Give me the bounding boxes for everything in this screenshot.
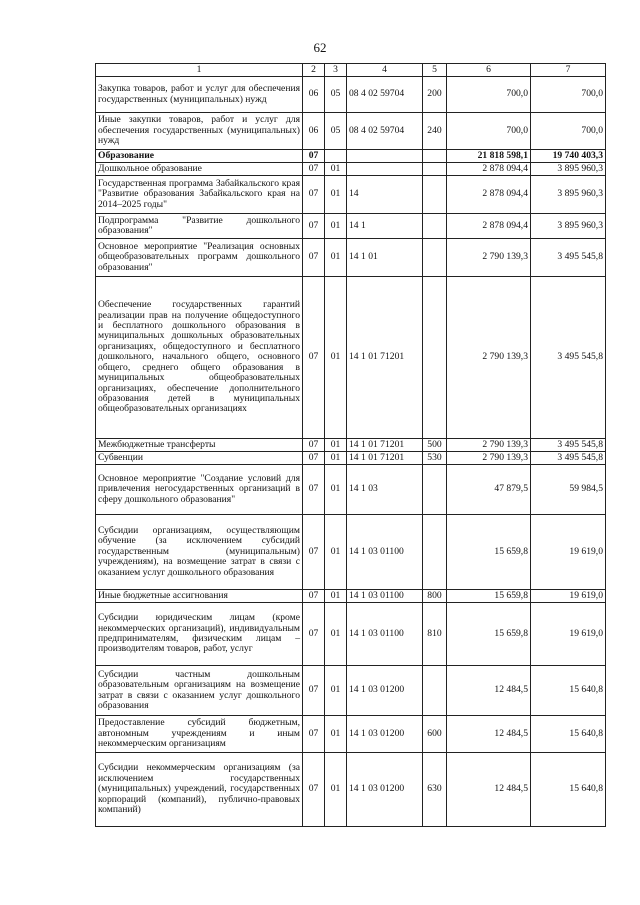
row-subsection: 01: [325, 452, 347, 465]
table-row: [96, 590, 606, 603]
row-amount-col6: 21 818 598,1: [447, 150, 531, 163]
table-row: [96, 176, 606, 214]
row-subsection: 05: [325, 113, 347, 150]
row-name: Образование: [96, 150, 303, 163]
row-amount-col6: 2 790 139,3: [447, 439, 531, 452]
row-target-article: 14 1 03 01100: [347, 603, 423, 666]
row-section: 07: [303, 277, 325, 439]
table-header-row: [96, 64, 606, 77]
row-target-article: 14 1 03 01200: [347, 753, 423, 827]
row-expense-type: 810: [423, 603, 447, 666]
table-body: [96, 77, 606, 827]
row-target-article: [347, 163, 423, 176]
row-section: 07: [303, 753, 325, 827]
row-target-article: 08 4 02 59704: [347, 77, 423, 113]
row-target-article: 14 1: [347, 214, 423, 239]
row-subsection: 01: [325, 515, 347, 590]
row-amount-col7: 19 619,0: [531, 590, 606, 603]
row-section: 06: [303, 113, 325, 150]
row-section: 07: [303, 515, 325, 590]
row-section: 07: [303, 452, 325, 465]
row-target-article: 14 1 03 01200: [347, 666, 423, 716]
row-amount-col7: 3 495 545,8: [531, 452, 606, 465]
row-subsection: 01: [325, 163, 347, 176]
row-amount-col6: 2 790 139,3: [447, 452, 531, 465]
row-amount-col6: 2 878 094,4: [447, 163, 531, 176]
table-row: [96, 113, 606, 150]
table-row: [96, 452, 606, 465]
row-expense-type: [423, 214, 447, 239]
row-subsection: 01: [325, 590, 347, 603]
row-name: Дошкольное образование: [96, 163, 303, 176]
table-row: [96, 150, 606, 163]
row-section: 07: [303, 176, 325, 214]
row-amount-col7: 3 895 960,3: [531, 214, 606, 239]
row-target-article: 14 1 03: [347, 465, 423, 515]
row-expense-type: [423, 515, 447, 590]
row-section: 07: [303, 239, 325, 277]
header-col-1: 1: [96, 64, 303, 77]
row-amount-col6: 2 790 139,3: [447, 277, 531, 439]
row-amount-col6: 12 484,5: [447, 666, 531, 716]
row-expense-type: 200: [423, 77, 447, 113]
table-row: [96, 465, 606, 515]
budget-table: [95, 63, 606, 827]
row-amount-col7: 59 984,5: [531, 465, 606, 515]
table-row: [96, 214, 606, 239]
row-section: 06: [303, 77, 325, 113]
row-amount-col7: 15 640,8: [531, 753, 606, 827]
row-expense-type: 800: [423, 590, 447, 603]
row-subsection: 01: [325, 716, 347, 753]
row-amount-col7: 15 640,8: [531, 716, 606, 753]
row-amount-col7: 3 495 545,8: [531, 277, 606, 439]
row-section: 07: [303, 666, 325, 716]
row-target-article: 14 1 03 01200: [347, 716, 423, 753]
row-amount-col7: 3 495 545,8: [531, 439, 606, 452]
row-name: Подпрограмма "Развитие дошкольного образования": [96, 214, 303, 239]
row-amount-col6: 2 878 094,4: [447, 214, 531, 239]
table-row: [96, 277, 606, 439]
table-row: [96, 515, 606, 590]
page-number: 62: [313, 40, 327, 55]
table-row: [96, 716, 606, 753]
row-expense-type: 600: [423, 716, 447, 753]
row-name: Государственная программа Забайкальского края "Развитие образования Забайкальского края на 2014–2025 годы": [96, 176, 303, 214]
row-name: Субсидии юридическим лицам (кроме некоммерческих организаций), индивидуальным предпринимателям, физическим лицам – производителям товаров, работ, услуг: [96, 603, 303, 666]
row-subsection: 01: [325, 176, 347, 214]
row-amount-col6: 47 879,5: [447, 465, 531, 515]
row-section: 07: [303, 214, 325, 239]
row-section: 07: [303, 465, 325, 515]
row-expense-type: [423, 176, 447, 214]
row-name: Субвенции: [96, 452, 303, 465]
row-amount-col6: 12 484,5: [447, 716, 531, 753]
row-expense-type: [423, 150, 447, 163]
row-expense-type: 500: [423, 439, 447, 452]
row-expense-type: [423, 666, 447, 716]
row-target-article: 14 1 01 71201: [347, 277, 423, 439]
row-amount-col7: 700,0: [531, 77, 606, 113]
row-subsection: 01: [325, 239, 347, 277]
row-amount-col6: 15 659,8: [447, 515, 531, 590]
row-target-article: 14: [347, 176, 423, 214]
row-expense-type: [423, 465, 447, 515]
row-expense-type: [423, 163, 447, 176]
row-amount-col6: 15 659,8: [447, 590, 531, 603]
row-amount-col6: 700,0: [447, 77, 531, 113]
row-section: 07: [303, 590, 325, 603]
row-amount-col7: 19 740 403,3: [531, 150, 606, 163]
table-row: [96, 239, 606, 277]
row-amount-col7: 3 895 960,3: [531, 176, 606, 214]
row-amount-col6: 700,0: [447, 113, 531, 150]
row-expense-type: [423, 277, 447, 439]
row-subsection: 01: [325, 439, 347, 452]
row-name: Иные бюджетные ассигнования: [96, 590, 303, 603]
table-row: [96, 439, 606, 452]
row-subsection: 01: [325, 753, 347, 827]
row-name: Обеспечение государственных гарантий реализации прав на получение общедоступного и бесплатного дошкольного образования в муниципальных дошкольных образовательных организациях, общедоступного и бесплатного дошкольного, начального общего, основного общего, среднего общего образования в муниципальных общеобразовательных организациях, обеспечение дополнительного образования детей в муниципальных общеобразовательных организациях: [96, 277, 303, 439]
header-col-6: 6: [447, 64, 531, 77]
row-subsection: 01: [325, 465, 347, 515]
row-target-article: 14 1 01: [347, 239, 423, 277]
row-subsection: [325, 150, 347, 163]
row-subsection: 01: [325, 603, 347, 666]
header-col-4: 4: [347, 64, 423, 77]
row-name: Субсидии организациям, осуществляющим обучение (за исключением субсидий государственным (муниципальным) учреждениям), на возмещение затрат в связи с оказанием услуг дошкольного образования: [96, 515, 303, 590]
row-section: 07: [303, 163, 325, 176]
header-col-5: 5: [423, 64, 447, 77]
row-target-article: 14 1 01 71201: [347, 452, 423, 465]
row-section: 07: [303, 603, 325, 666]
table-row: [96, 666, 606, 716]
row-name: Основное мероприятие "Реализация основных общеобразовательных программ дошкольного образования": [96, 239, 303, 277]
row-amount-col7: 15 640,8: [531, 666, 606, 716]
row-amount-col7: 3 895 960,3: [531, 163, 606, 176]
row-subsection: 01: [325, 214, 347, 239]
row-subsection: 05: [325, 77, 347, 113]
row-section: 07: [303, 439, 325, 452]
row-target-article: [347, 150, 423, 163]
row-expense-type: 630: [423, 753, 447, 827]
row-amount-col7: 19 619,0: [531, 603, 606, 666]
row-name: Межбюджетные трансферты: [96, 439, 303, 452]
table-row: [96, 77, 606, 113]
row-expense-type: [423, 239, 447, 277]
row-name: Основное мероприятие "Создание условий для привлечения негосударственных организаций в сферу дошкольного образования": [96, 465, 303, 515]
table-row: [96, 753, 606, 827]
row-amount-col6: 2 790 139,3: [447, 239, 531, 277]
table-row: [96, 163, 606, 176]
row-name: Закупка товаров, работ и услуг для обеспечения государственных (муниципальных) нужд: [96, 77, 303, 113]
row-amount-col6: 12 484,5: [447, 753, 531, 827]
row-amount-col7: 19 619,0: [531, 515, 606, 590]
row-subsection: 01: [325, 666, 347, 716]
row-name: Предоставление субсидий бюджетным, автономным учреждениям и иным некоммерческим организациям: [96, 716, 303, 753]
row-target-article: 14 1 03 01100: [347, 515, 423, 590]
row-amount-col7: 3 495 545,8: [531, 239, 606, 277]
row-expense-type: 240: [423, 113, 447, 150]
row-subsection: 01: [325, 277, 347, 439]
row-amount-col6: 15 659,8: [447, 603, 531, 666]
row-section: 07: [303, 716, 325, 753]
row-name: Субсидии частным дошкольным образовательным организациям на возмещение затрат в связи с оказанием услуг дошкольного образования: [96, 666, 303, 716]
row-expense-type: 530: [423, 452, 447, 465]
row-amount-col7: 700,0: [531, 113, 606, 150]
row-name: Субсидии некоммерческим организациям (за исключением государственных (муниципальных) учреждений, государственных корпораций (компаний), публично-правовых компаний): [96, 753, 303, 827]
table-row: [96, 603, 606, 666]
row-name: Иные закупки товаров, работ и услуг для обеспечения государственных (муниципальных) нужд: [96, 113, 303, 150]
row-target-article: 14 1 03 01100: [347, 590, 423, 603]
row-amount-col6: 2 878 094,4: [447, 176, 531, 214]
row-section: 07: [303, 150, 325, 163]
header-col-7: 7: [531, 64, 606, 77]
row-target-article: 14 1 01 71201: [347, 439, 423, 452]
header-col-2: 2: [303, 64, 325, 77]
row-target-article: 08 4 02 59704: [347, 113, 423, 150]
header-col-3: 3: [325, 64, 347, 77]
